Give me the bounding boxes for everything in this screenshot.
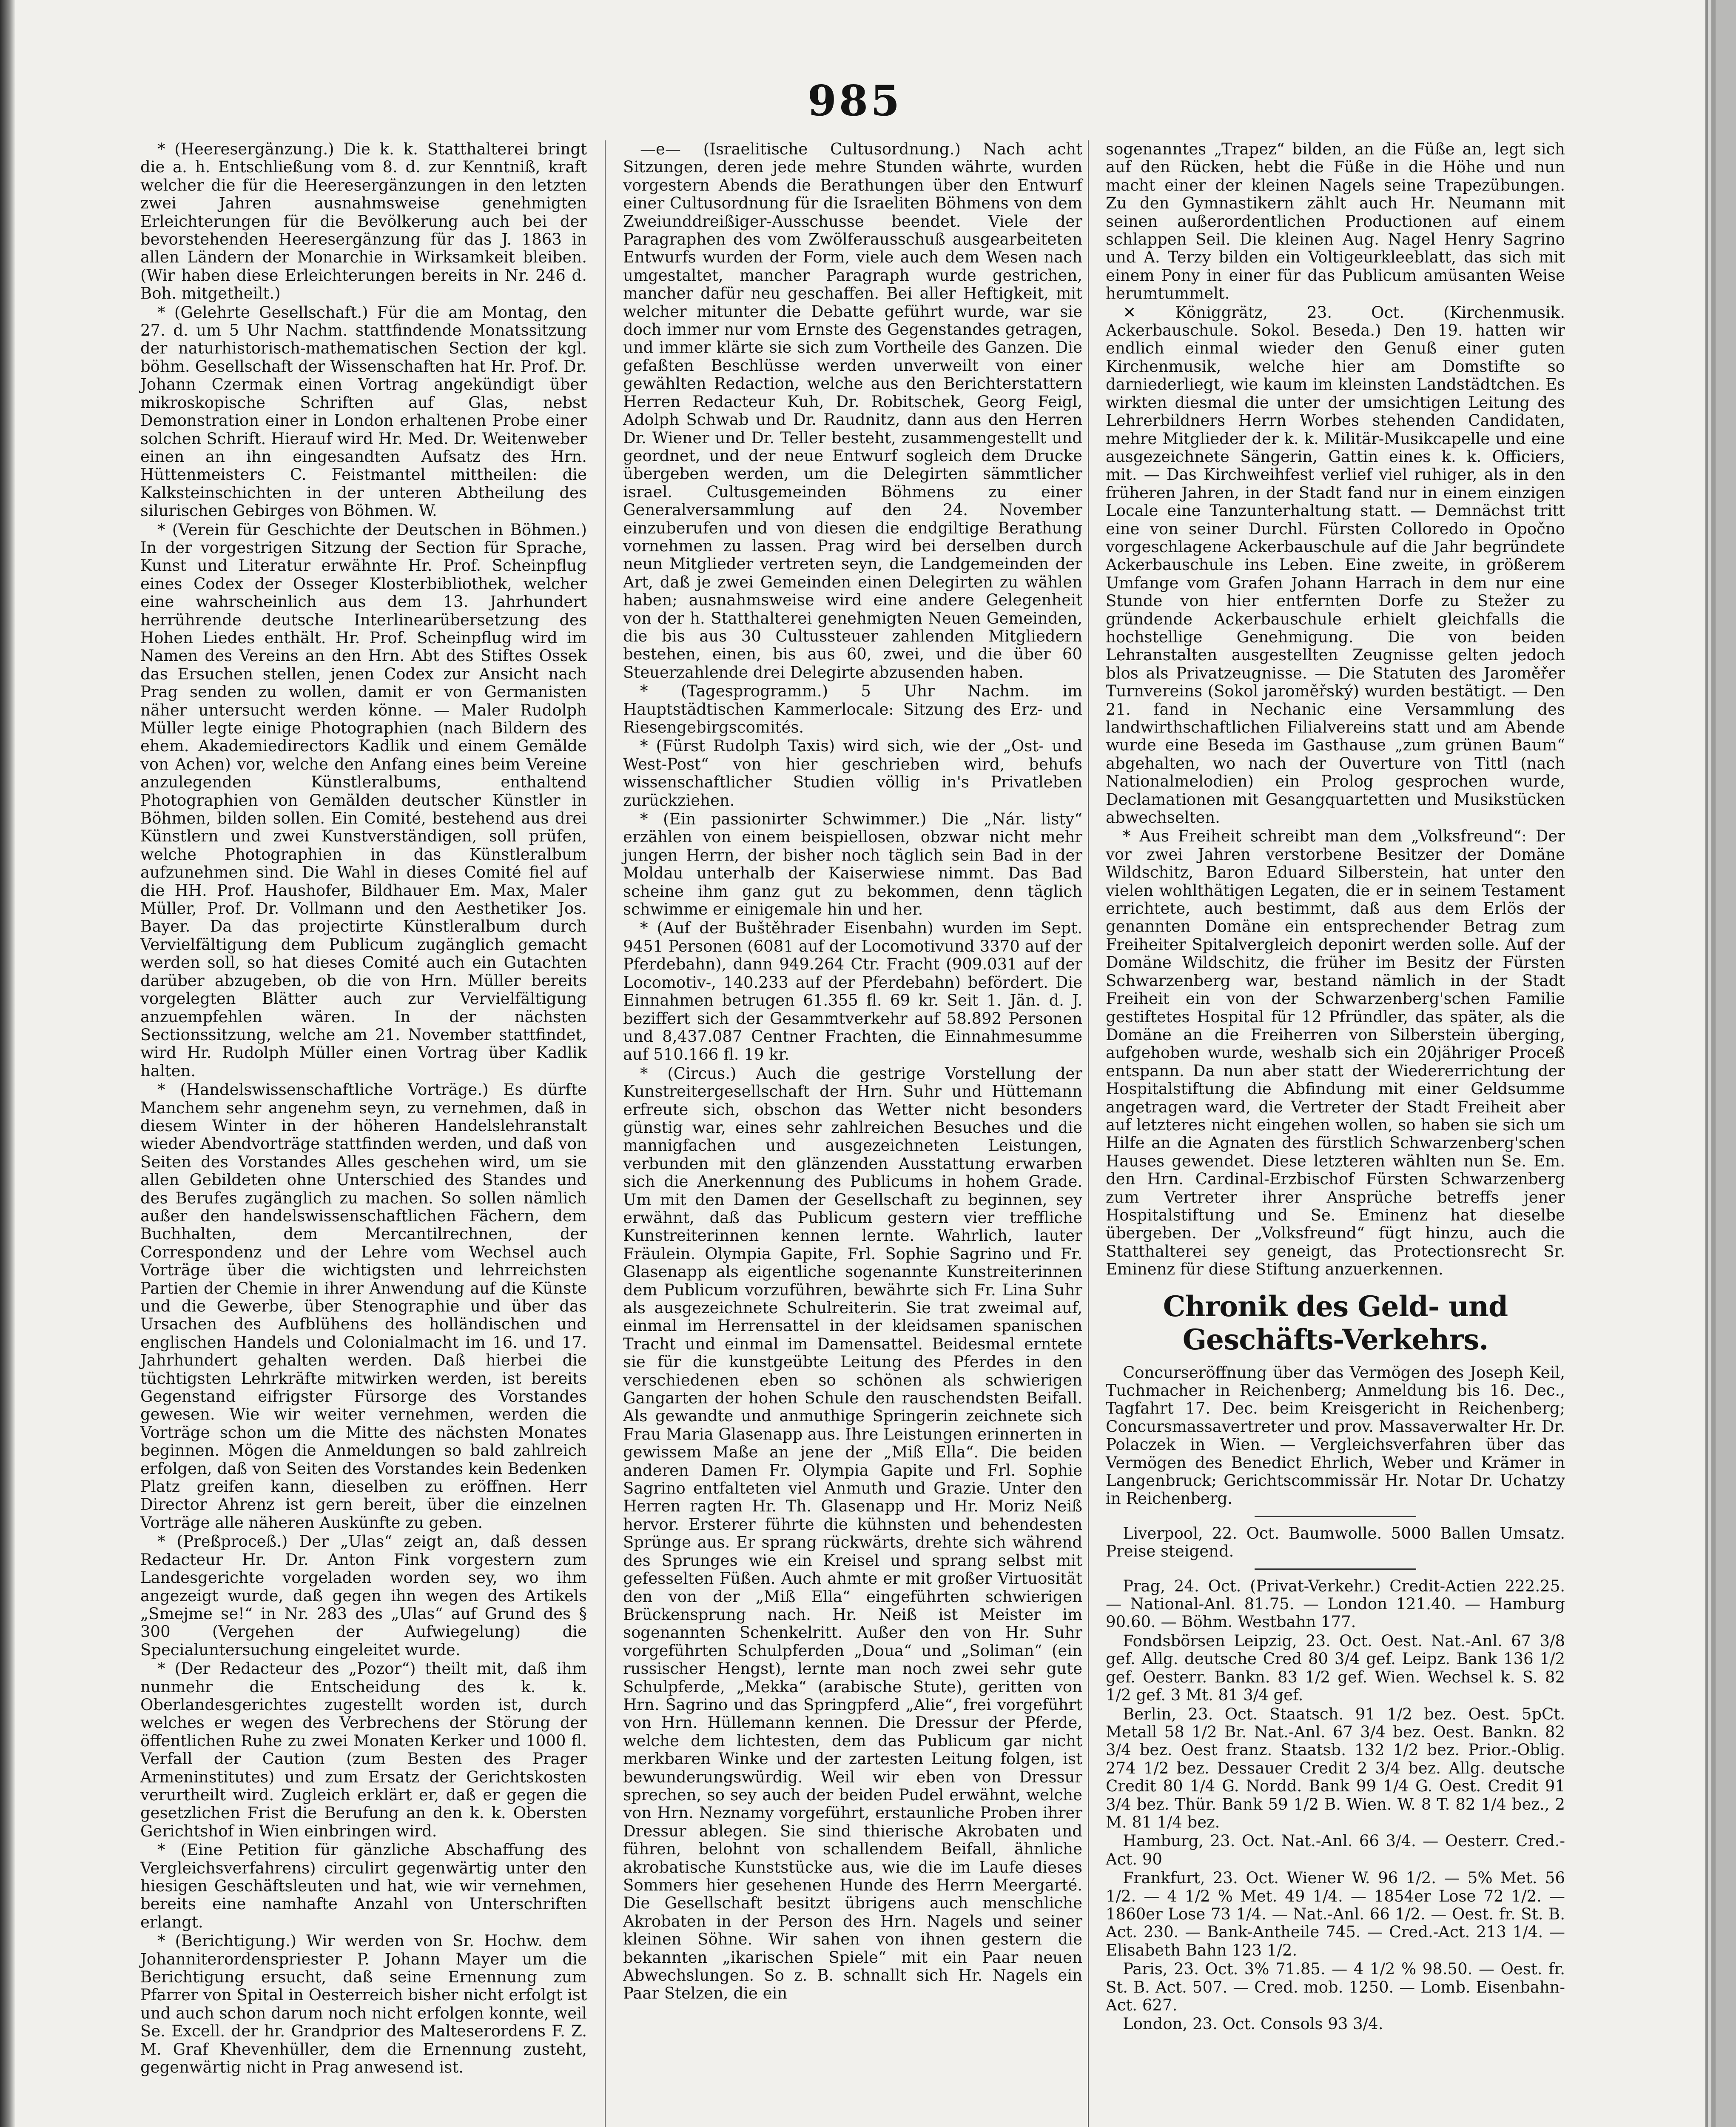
section-heading: Chronik des Geld- und Geschäfts-Verkehrs. [1163,1289,1508,1356]
article-paragraph: * (Ein passionirter Schwimmer.) Die „Nár. listy“ erzählen von einem beispiellosen, obzwar nicht mehr jungen Herrn, der bisher noch täglich sein Bad in der Moldau unterhalb der Kaiserwiese nimmt. Das Bad scheine ihm ganz gut zu bekommen, denn täglich schwimme er einigemale hin und her. [623,810,1082,919]
article-paragraph: * (Circus.) Auch die gestrige Vorstellung der Kunstreitergesellschaft der Hrn. Suhr und Hüttemann erfreute sich, obschon das Wetter nicht besonders günstig war, eines sehr zahlreichen Besuches und die mannigfachen und ausgezeichneten Leistungen, verbunden mit den glänzenden Ausstattung erwarben sich die Anerkennung des Publicums in hohem Grade. Um mit den Damen der Gesellschaft zu beginnen, sey erwähnt, daß das Publicum gestern vier treffliche Kunstreiterinnen kennen lernte. Wahrlich, lauter Fräulein. Olympia Gapite, Frl. Sophie Sagrino und Fr. Glasenapp als eigentliche sogenannte Kunstreiterinnen dem Publicum vorzuführen, bewährte sich Fr. Lina Suhr als ausgezeichnete Schulreiterin. Sie trat zweimal auf, einmal im Herrensattel in der kleidsamen spanischen Tracht und einmal im Damensattel. Beidesmal erntete sie für die kunstgeübte Leitung des Pferdes in den verschiedenen eben so schönen als schwierigen Gangarten der hohen Schule den rauschendsten Beifall. Als gewandte und anmuthige Springerin zeichnete sich Frau Maria Glasenapp aus. Ihre Leistungen erinnerten in gewissem Maße an jene der „Miß Ella“. Die beiden anderen Damen Fr. Olympia Gapite und Frl. Sophie Sagrino entfalteten viel Anmuth und Grazie. Unter den Herren ragten Hr. Th. Glasenapp und Hr. Moriz Neiß hervor. Ersterer führte die kühnsten und behendesten Sprünge aus. Er sprang rückwärts, drehte sich während des Sprunges wie ein Kreisel und sprang selbst mit gefesselten Füßen. Auch ahmte er mit großer Virtuosität den von der „Miß Ella“ eingeführten schwierigen Brückensprung nach. Hr. Neiß ist Meister im sogenannten Schenkelritt. Außer den von Hr. Suhr vorgeführten Schulpferden „Doua“ und „Soliman“ (ein russischer Hengst), lernte man noch zwei sehr gute Schulpferde, „Mekka“ (arabische Stute), geritten von Hrn. Sagrino und das Springpferd „Alie“, frei vorgeführt von Hrn. Hüllemann kennen. Die Dressur der Pferde, welche dem lichtesten, dem das Publicum gar nicht merkbaren Winke und der zartesten Leitung folgen, ist bewunderungswürdig. Weil wir eben von Dressur sprechen, so sey auch der beiden Pudel erwähnt, welche von Hrn. Neznamy vorgeführt, erstaunliche Proben ihrer Dressur ablegen. Sie sind thierische Akrobaten und führen, belohnt von schallendem Beifall, ähnliche akrobatische Kunststücke aus, wie die im Laufe dieses Sommers hier gesehenen Hunde des Herrn Meergarté. Die Gesellschaft besitzt übrigens auch menschliche Akrobaten in der Person des Hrn. Nagels und seiner kleinen Söhne. Wir sahen von ihnen gestern die bekannten „ikarischen Spiele“ mit ein Paar neuen Abwechslungen. So z. B. schnallt sich Hr. Nagels ein Paar Stelzen, die ein [623,1064,1082,2003]
market-report: Fondsbörsen Leipzig, 23. Oct. Oest. Nat.-Anl. 67 3/8 gef. Allg. deutsche Cred 80 3/4 gef. Leipz. Bank 136 1/2 gef. Oesterr. Bankn. 83 1/2 gef. Wien. Wechsel k. S. 82 1/2 gef. 3 Mt. 81 3/4 gef. [1106,1631,1565,1705]
market-report: Frankfurt, 23. Oct. Wiener W. 96 1/2. — 5% Met. 56 1/2. — 4 1/2 % Met. 49 1/4. — 1854er Lose 72 1/2. — 1860er Lose 73 1/4. — Nat.-Anl. 66 1/2. — Oest. fr. St. B. Act. 230. — Bank-Antheile 745. — Cred.-Act. 213 1/4. — Elisabeth Bahn 123 1/2. [1106,1869,1565,1959]
article-paragraph: * (Berichtigung.) Wir werden von Sr. Hochw. dem Johanniterordenspriester P. Johann Mayer um die Berichtigung ersucht, daß seine Ernennung zum Pfarrer von Spital in Oesterreich bisher nicht erfolgt ist und auch schon darum noch nicht erfolgen konnte, weil Se. Excell. der hr. Grandprior des Malteserordens F. Z. M. Graf Khevenhüller, dem die Ernennung zusteht, gegenwärtig nicht in Prag anwesend ist. [140,1932,587,2077]
article-paragraph: —e— (Israelitische Cultusordnung.) Nach acht Sitzungen, deren jede mehre Stunden währte, wurden vorgestern Abends die Berathungen über den Entwurf einer Cultusordnung für die Israeliten Böhmens von dem Zweiunddreißiger-Ausschusse beendet. Viele der Paragraphen des vom Zwölferausschuß ausgearbeiteten Entwurfs wurden der Form, viele auch dem Wesen nach umgestaltet, mancher Paragraph wurde gestrichen, mancher dafür neu geschaffen. Bei aller Heftigkeit, mit welcher mitunter die Debatte geführt wurde, war sie doch immer nur vom Ernste des Gegenstandes getragen, und immer klärte sie sich zum Vortheile des Ganzen. Die gefaßten Beschlüsse werden unverweilt von einer gewählten Redaction, welche aus den Berichterstattern Herren Redacteur Kuh, Dr. Robitschek, Georg Feigl, Adolph Schwab und Dr. Raudnitz, dann aus den Herren Dr. Wiener und Dr. Teller besteht, zusammengestellt und geordnet, und der neue Entwurf sogleich dem Drucke übergeben werden, um die Delegirten sämmtlicher israel. Cultusgemeinden Böhmens zu einer Generalversammlung auf den 24. November einzuberufen und von diesen die endgiltige Berathung vornehmen zu lassen. Prag wird bei derselben durch neun Mitglieder vertreten seyn, die Landgemeinden der Art, daß je zwei Gemeinden einen Delegirten zu wählen haben; ausnahmsweise wird eine andere Gelegenheit von der h. Statthalterei genehmigten Neuen Gemeinden, die bis aus 30 Cultussteuer zahlenden Mitgliedern bestehen, einen, bis aus 60, zwei, und die über 60 Steuerzahlende drei Delegirte abzusenden haben. [623,140,1082,681]
article-paragraph: * (Heeresergänzung.) Die k. k. Statthalterei bringt die a. h. Entschließung vom 8. d. zur Kenntniß, kraft welcher die für die Heeresergänzungen in den letzten zwei Jahren ausnahmsweise genehmigten Erleichterungen für die Bevölkerung auch bei der bevorstehenden Heeresergänzung für das J. 1863 in allen Ländern der Monarchie in Wirksamkeit bleiben. (Wir haben diese Erleichterungen bereits in Nr. 246 d. Boh. mitgetheilt.) [140,140,587,303]
column-divider [605,140,606,2127]
market-report: Liverpool, 22. Oct. Baumwolle. 5000 Ballen Umsatz. Preise steigend. [1106,1524,1565,1561]
column-3 [1106,140,1565,2034]
article-paragraph: sogenanntes „Trapez“ bilden, an die Füße an, legt sich auf den Rücken, hebt die Füße in die Höhe und nun macht einer der kleinen Nagels seine Trapezübungen. Zu den Gymnastikern zählt auch Hr. Neumann mit seinen außerordentlichen Productionen auf einem schlappen Seil. Die kleinen Aug. Nagel Henry Sagrino und A. Terzy bilden ein Voltigeurkleeblatt, das sich mit einem Pony in einer für das Publicum amüsanten Weise herumtummelt. [1106,140,1565,303]
article-paragraph: * Aus Freiheit schreibt man dem „Volksfreund“: Der vor zwei Jahren verstorbene Besitzer der Domäne Wildschitz, Baron Eduard Silberstein, hat unter den vielen wohlthätigen Legaten, die er in seinem Testament errichtete, auch bestimmt, daß aus dem Erlös der genannten Domäne ein entsprechender Betrag zum Freiheiter Spitalvergleich deponirt werden solle. Auf der Domäne Wildschitz, die früher im Besitz der Fürsten Schwarzenberg war, bestand nämlich in der Stadt Freiheit ein von der Schwarzenberg'schen Familie gestiftetes Hospital für 12 Pfründler, das später, als die Domäne an die Freiherren von Silberstein überging, aufgehoben wurde, weshalb sich ein 20jähriger Proceß entspann. Da nun aber statt der Wiedererrichtung der Hospitalstiftung die Abfindung mit einer Geldsumme angetragen ward, die Vertreter der Stadt Freiheit aber auf letzteres nicht eingehen wollen, so haben sie sich um Hilfe an die Agnaten des fürstlich Schwarzenberg'schen Hauses gewendet. Diese letzteren wählten nun Se. Em. den Hrn. Cardinal-Erzbischof Fürsten Schwarzenberg zum Vertreter ihrer Ansprüche betreffs jener Hospitalstiftung und Se. Eminenz hat dieselbe übergeben. Der „Volksfreund“ fügt hinzu, auch die Statthalterei sey geneigt, das Protectionsrecht Sr. Eminenz für diese Stiftung anzuerkennen. [1106,827,1565,1279]
market-report: Prag, 24. Oct. (Privat-Verkehr.) Credit-Actien 222.25. — National-Anl. 81.75. — London 121.40. — Hamburg 90.60. — Böhm. Westbahn 177. [1106,1577,1565,1631]
market-reports [1106,1525,1565,2033]
article-paragraph: * (Auf der Buštěhrader Eisenbahn) wurden im Sept. 9451 Personen (6081 auf der Locomotivund 3370 auf der Pferdebahn), dann 949.264 Ctr. Fracht (909.031 auf der Locomotiv-, 140.233 auf der Pferdebahn) befördert. Die Einnahmen betrugen 61.355 fl. 69 kr. Seit 1. Jän. d. J. beziffert sich der Gesammtverkehr auf 58.892 Personen und 8,437.087 Centner Frachten, die Einnahmesumme auf 510.166 fl. 19 kr. [623,919,1082,1064]
scan-edge [0,0,15,2127]
divider [1255,1568,1416,1570]
divider [1255,1516,1416,1517]
column-2 [623,140,1082,2004]
article-paragraph: * (Eine Petition für gänzliche Abschaffung des Vergleichsverfahrens) circulirt gegenwärtig unter den hiesigen Geschäftsleuten und hat, wie wir vernehmen, bereits eine namhafte Anzahl von Unterschriften erlangt. [140,1841,587,1931]
article-paragraph: * (Gelehrte Gesellschaft.) Für die am Montag, den 27. d. um 5 Uhr Nachm. stattfindende Monatssitzung der naturhistorisch-mathematischen Section der kgl. böhm. Gesellschaft der Wissenschaften hat Hr. Prof. Dr. Johann Czermak einen Vortrag angekündigt über mikroskopische Schriften auf Glas, nebst Demonstration einer in London erhaltenen Probe einer solchen Schrift. Hierauf wird Hr. Med. Dr. Weitenweber einen an ihn eingesandten Aufsatz des Hrn. Hüttenmeisters C. Feistmantel mittheilen: die Kalksteinschichten in der unteren Abtheilung des silurischen Gebirges von Böhmen. W. [140,303,587,520]
article-paragraph: * (Verein für Geschichte der Deutschen in Böhmen.) In der vorgestrigen Sitzung der Section für Sprache, Kunst und Literatur erwähnte Hr. Prof. Scheinpflug eines Codex der Osseger Klosterbibliothek, welcher eine wahrscheinlich aus dem 13. Jahrhundert herrührende deutsche Interlinearübersetzung des Hohen Liedes enthält. Hr. Prof. Scheinpflug wird im Namen des Vereins an den Hrn. Abt des Stiftes Ossek das Ersuchen stellen, jenen Codex zur Ansicht nach Prag senden zu wollen, damit er von Germanisten näher untersucht werden könne. — Maler Rudolph Müller legte einige Photographien (nach Bildern des ehem. Akademiedirectors Kadlik und einem Gemälde von Achen) vor, welche den Anfang eines beim Vereine anzulegenden Künstleralbums, enthaltend Photographien von Gemälden deutscher Künstler in Böhmen, bilden sollen. Ein Comité, bestehend aus drei Künstlern und zwei Kunstverständigen, soll prüfen, welche Photographien in das Künstleralbum aufzunehmen sind. Die Wahl in dieses Comité fiel auf die HH. Prof. Haushofer, Bildhauer Em. Max, Maler Müller, Prof. Dr. Vollmann und den Aesthetiker Jos. Bayer. Da das projectirte Künstleralbum durch Vervielfältigung dem Publicum zugänglich gemacht werden soll, so hat dieses Comité auch ein Gutachten darüber abzugeben, ob die von Hrn. Müller bereits vorgelegten Blätter auch zur Vervielfältigung anzuempfehlen wären. In der nächsten Sectionssitzung, welche am 21. November stattfindet, wird Hr. Rudolph Müller einen Vortrag über Kadlik halten. [140,520,587,1080]
market-report: Berlin, 23. Oct. Staatsch. 91 1/2 bez. Oest. 5pCt. Metall 58 1/2 Br. Nat.-Anl. 67 3/4 bez. Oest. Bankn. 82 3/4 bez. Oest franz. Staatsb. 132 1/2 bez. Prior.-Oblig. 274 1/2 bez. Dessauer Credit 2 3/4 bez. Allg. deutsche Credit 80 1/4 G. Nordd. Bank 99 1/4 G. Oest. Credit 91 3/4 bez. Thür. Bank 59 1/2 B. Wien. W. 8 T. 82 1/4 bez., 2 M. 81 1/4 bez. [1106,1705,1565,1831]
page-number: 985 [807,77,902,125]
market-report: Hamburg, 23. Oct. Nat.-Anl. 66 3/4. — Oesterr. Cred.-Act. 90 [1106,1832,1565,1868]
article-paragraph: * (Handelswissenschaftliche Vorträge.) Es dürfte Manchem sehr angenehm seyn, zu vernehmen, daß in diesem Winter in der höheren Handelslehranstalt wieder Abendvorträge stattfinden werden, und daß von Seiten des Vorstandes Alles geschehen wird, um sie allen Gebildeten ohne Unterschied des Standes und des Berufes zugänglich zu machen. So sollen nämlich außer den handelswissenschaftlichen Fächern, dem Buchhalten, dem Mercantilrechnen, der Correspondenz und der Lehre vom Wechsel auch Vorträge über die wichtigsten und lehrreichsten Partien der Chemie in ihrer Anwendung auf die Künste und die Gewerbe, über Stenographie und über das Ursachen des Aufblühens des holländischen und englischen Handels und Colonialmacht im 16. und 17. Jahrhundert gehalten werden. Daß hierbei die tüchtigsten Lehrkräfte mitwirken werden, ist bereits Gegenstand eifrigster Fürsorge des Vorstandes gewesen. Wie wir weiter vernehmen, werden die Vorträge schon um die Mitte des nächsten Monates beginnen. Mögen die Anmeldungen so bald zahlreich erfolgen, daß von Seiten des Vorstandes kein Bedenken Platz greifen kann, dieselben zu eröffnen. Herr Director Ahrenz ist gern bereit, über die einzelnen Vorträge alle näheren Auskünfte zu geben. [140,1081,587,1532]
market-report: London, 23. Oct. Consols 93 3/4. [1123,2015,1383,2033]
column-divider [1088,140,1089,2127]
article-paragraph: * (Tagesprogramm.) 5 Uhr Nachm. im Hauptstädtischen Kammerlocale: Sitzung des Erz- und Riesengebirgscomités. [623,682,1082,736]
article-paragraph: * (Preßproceß.) Der „Ulas“ zeigt an, daß dessen Redacteur Hr. Dr. Anton Fink vorgestern zum Landesgerichte vorgeladen worden sey, wo ihm angezeigt wurde, daß gegen ihn wegen des Artikels „Smejme se!“ in Nr. 283 des „Ulas“ auf Grund des § 300 (Vergehen der Aufwiegelung) die Specialuntersuchung eingeleitet wurde. [140,1532,587,1659]
article-paragraph: * (Fürst Rudolph Taxis) wird sich, wie der „Ost- und West-Post“ von hier geschrieben wird, behufs wissenschaftlicher Studien völlig in's Privatleben zurückziehen. [623,737,1082,810]
market-report: Paris, 23. Oct. 3% 71.85. — 4 1/2 % 98.50. — Oest. fr. St. B. Act. 507. — Cred. mob. 1250. — Lomb. Eisenbahn-Act. 627. [1106,1960,1565,2014]
column-1 [140,140,587,2077]
article-paragraph: ✕ Königgrätz, 23. Oct. (Kirchenmusik. Ackerbauschule. Sokol. Beseda.) Den 19. hatten wir endlich einmal wieder den Genuß einer guten Kirchenmusik, welche hier am Domstifte so darniederliegt, wie kaum im kleinsten Landstädtchen. Es wirkten diesmal die unter der umsichtigen Leitung des Lehrerbildners Herrn Worbes stehenden Candidaten, mehre Mitglieder der k. k. Militär-Musikcapelle und eine ausgezeichnete Sängerin, Gattin eines k. k. Officiers, mit. — Das Kirchweihfest verlief viel ruhiger, als in den früheren Jahren, in der Stadt fand nur in einem einzigen Locale eine Tanzunterhaltung statt. — Demnächst tritt eine von seiner Durchl. Fürsten Colloredo in Opočno vorgeschlagene Ackerbauschule auf die Jahr begründete Ackerbauschule ins Leben. Eine zweite, in größerem Umfange vom Grafen Johann Harrach in dem nur eine Stunde von hier entfernten Dorfe zu Stežer zu gründende Ackerbauschule erhielt gleichfalls die hochstellige Genehmigung. Die von beiden Lehranstalten ausgestellten Zeugnisse gelten jedoch blos als Privatzeugnisse. — Die Statuten des Jaroměřer Turnvereins (Sokol jaroměřský) wurden bestätigt. — Den 21. fand in Nechanic eine Versammlung des landwirthschaftlichen Filialvereins statt und am Abende wurde eine Beseda im Gasthause „zum grünen Baum“ abgehalten, wo nach der Ouverture von Tittl (nach Nationalmelodien) ein Prolog gesprochen wurde, Declamationen mit Gesangquartetten und Musikstücken abwechselten. [1106,303,1565,827]
article-paragraph: * (Der Redacteur des „Pozor“) theilt mit, daß ihm nunmehr die Entscheidung des k. k. Oberlandesgerichtes zugestellt worden ist, durch welches er wegen des Verbrechens der Störung der öffentlichen Ruhe zu zwei Monaten Kerker und 1000 fl. Verfall der Caution (zum Besten des Prager Armeninstitutes) und zum Ersatz der Gerichtskosten verurtheilt wird. Zugleich erklärt er, daß er gegen die gesetzlichen Frist die Berufung an den k. k. Obersten Gerichtshof in Wien einbringen wird. [140,1659,587,1840]
notice-paragraph: Concurseröffnung über das Vermögen des Joseph Keil, Tuchmacher in Reichenberg; Anmeldung bis 16. Dec., Tagfahrt 17. Dec. beim Kreisgericht in Reichenberg; Concursmassavertreter und prov. Massaverwalter Hr. Dr. Polaczek in Wien. — Vergleichsverfahren über das Vermögen des Benedict Ehrlich, Weber und Krämer in Langenbruck; Gerichtscommissär Hr. Notar Dr. Uchatzy in Reichenberg. [1106,1363,1565,1508]
